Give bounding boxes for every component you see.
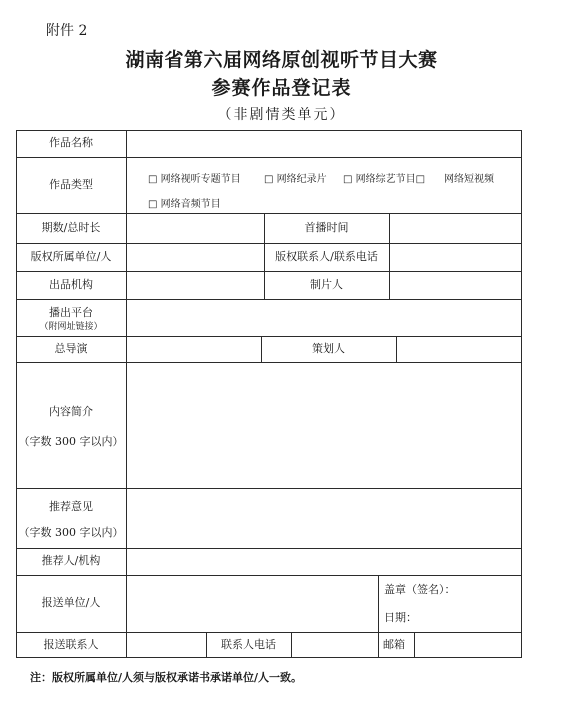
column-line [389,213,390,271]
column-line [378,575,379,658]
contact-phone-label: 联系人电话 [221,637,276,651]
option-short-video[interactable]: 网络短视频 [444,174,494,185]
work-type-label: 作品类型 [49,177,93,191]
column-line [396,336,397,362]
option-audio-program[interactable]: □ 网络音频节目 [148,199,221,210]
platform-label: 播出平台 [49,306,93,320]
submitting-unit-label: 报送单位/人 [41,596,101,610]
option-topic-program[interactable]: □ 网络视听专题节目 [148,174,241,185]
form-title: 湖南省第六届网络原创视听节目大赛 [125,49,438,71]
column-line [389,271,390,299]
column-line [291,632,292,658]
column-line [414,632,415,658]
recommender-label: 推荐人/机构 [41,554,101,568]
copyright-owner-label: 版权所属单位/人 [30,249,112,263]
producer-org-label: 出品机构 [49,277,93,291]
planner-label: 策划人 [312,341,345,355]
submit-contact-label: 报送联系人 [43,637,99,651]
row-line [16,362,522,363]
column-line [126,130,127,658]
unit-category: （非剧情类单元） [217,107,346,123]
footer-note: 注：版权所属单位/人须与版权承诺书承诺单位/人一致。 [30,671,303,684]
seal-signature-label: 盖章（签名）： [384,582,456,596]
date-label: 日期： [384,610,417,624]
synopsis-limit: （字数 300 字以内） [18,434,124,448]
attachment-label: 附件 2 [46,23,88,39]
director-label: 总导演 [54,341,88,355]
form-subtitle-title: 参赛作品登记表 [211,77,352,99]
premiere-time-label: 首播时间 [304,220,349,234]
work-name-label: 作品名称 [49,136,93,150]
recommendation-label: 推荐意见 [49,499,93,513]
synopsis-label: 内容简介 [49,404,93,418]
option-documentary[interactable]: □ 网络纪录片 [264,174,327,185]
registration-form-table [16,130,522,658]
email-label: 邮箱 [383,637,405,651]
row-line [16,488,522,489]
option-variety[interactable]: □ 网络综艺节目□ [343,174,426,185]
recommendation-limit: （字数 300 字以内） [18,525,124,539]
platform-note: （附网址链接） [39,322,103,333]
copyright-contact-label: 版权联系人/联系电话 [275,249,378,263]
producer-person-label: 制片人 [310,277,343,291]
episodes-duration-label: 期数/总时长 [41,220,101,234]
